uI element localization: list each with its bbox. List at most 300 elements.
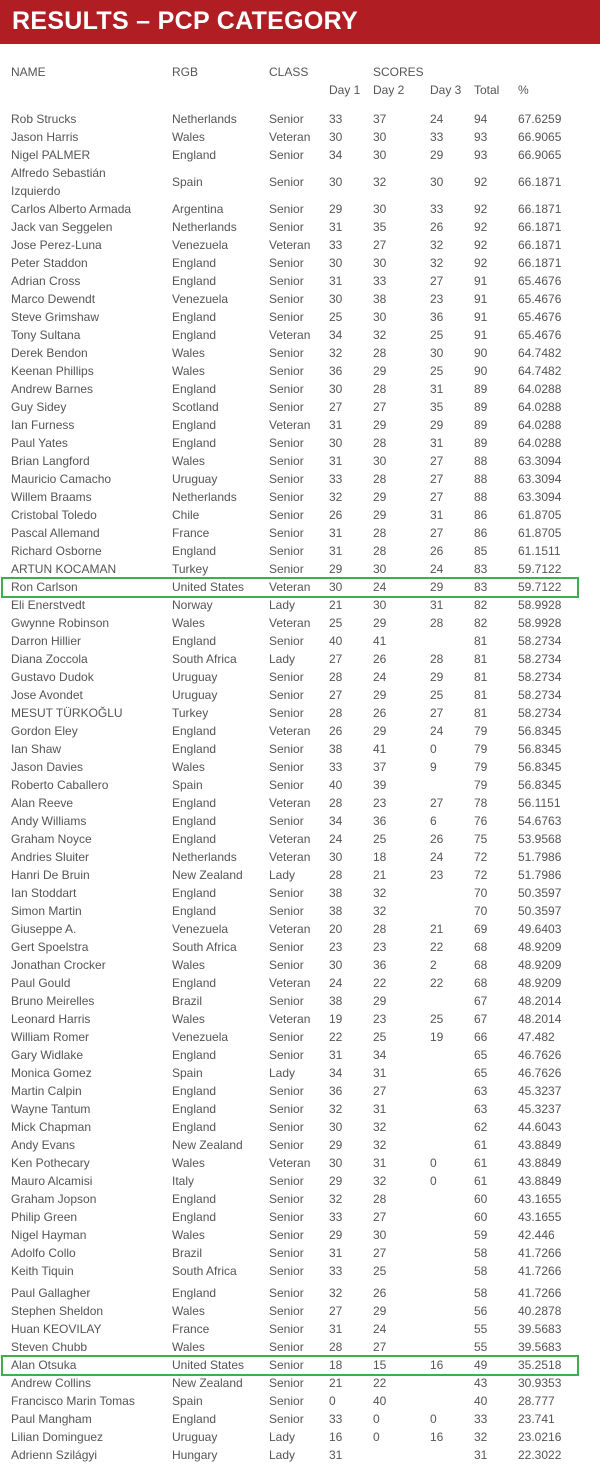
day1-cell: 32: [329, 346, 343, 360]
class-cell: Veteran: [269, 1012, 311, 1026]
rgb-cell: England: [172, 1192, 217, 1206]
class-cell: Veteran: [269, 1156, 311, 1170]
rgb-cell: Turkey: [172, 562, 209, 576]
rgb-cell: England: [172, 1286, 217, 1300]
pct-cell: 43.8849: [518, 1156, 562, 1170]
class-cell: Senior: [269, 148, 304, 162]
day3-cell: 31: [430, 382, 444, 396]
total-cell: 92: [474, 238, 488, 252]
pct-cell: 23.0216: [518, 1430, 562, 1444]
day2-cell: 37: [373, 112, 387, 126]
name-cell: Gustavo Dudok: [11, 670, 94, 684]
day2-cell: 0: [373, 1430, 380, 1444]
table-row: [0, 148, 600, 166]
total-cell: 81: [474, 652, 488, 666]
class-cell: Veteran: [269, 418, 311, 432]
name-cell: Gert Spoelstra: [11, 940, 89, 954]
class-cell: Senior: [269, 472, 304, 486]
table-row: [0, 364, 600, 382]
day1-cell: 30: [329, 130, 343, 144]
column-header-name: NAME: [11, 65, 46, 79]
rgb-cell: New Zealand: [172, 868, 243, 882]
table-row: [0, 1210, 600, 1228]
day3-cell: 29: [430, 148, 444, 162]
day1-cell: 31: [329, 1322, 343, 1336]
name-cell: Monica Gomez: [11, 1066, 92, 1080]
day3-cell: 0: [430, 742, 437, 756]
day1-cell: 33: [329, 760, 343, 774]
day1-cell: 38: [329, 886, 343, 900]
day2-cell: 29: [373, 490, 387, 504]
pct-cell: 65.4676: [518, 274, 562, 288]
rgb-cell: England: [172, 148, 217, 162]
day2-cell: 26: [373, 652, 387, 666]
total-cell: 91: [474, 274, 488, 288]
class-cell: Senior: [269, 292, 304, 306]
class-cell: Senior: [269, 1394, 304, 1408]
table-row: [0, 796, 600, 814]
table-row: [0, 868, 600, 886]
name-cell: Pascal Allemand: [11, 526, 100, 540]
day1-cell: 33: [329, 1210, 343, 1224]
total-cell: 89: [474, 436, 488, 450]
name-cell: Keith Tiquin: [11, 1264, 74, 1278]
total-cell: 67: [474, 1012, 488, 1026]
class-cell: Veteran: [269, 616, 311, 630]
day1-cell: 27: [329, 400, 343, 414]
name-cell: Guy Sidey: [11, 400, 67, 414]
rgb-cell: England: [172, 724, 217, 738]
class-cell: Veteran: [269, 796, 311, 810]
table-row: [0, 670, 600, 688]
day2-cell: 33: [373, 274, 387, 288]
class-cell: Senior: [269, 706, 304, 720]
pct-cell: 50.3597: [518, 886, 562, 900]
name-cell: Jason Harris: [11, 130, 79, 144]
day1-cell: 31: [329, 418, 343, 432]
class-cell: Senior: [269, 508, 304, 522]
class-cell: Senior: [269, 310, 304, 324]
class-cell: Senior: [269, 1286, 304, 1300]
rgb-cell: England: [172, 1120, 217, 1134]
day2-cell: 31: [373, 1156, 387, 1170]
rgb-cell: England: [172, 814, 217, 828]
total-cell: 91: [474, 328, 488, 342]
pct-cell: 51.7986: [518, 850, 562, 864]
day3-cell: 9: [430, 760, 437, 774]
day2-cell: 0: [373, 1412, 380, 1426]
pct-cell: 59.7122: [518, 580, 562, 594]
day2-cell: 28: [373, 526, 387, 540]
table-row: [0, 1030, 600, 1048]
class-cell: Senior: [269, 220, 304, 234]
table-row: [0, 508, 600, 526]
day1-cell: 18: [329, 1358, 343, 1372]
day1-cell: 25: [329, 616, 343, 630]
rgb-cell: England: [172, 1084, 217, 1098]
day2-cell: 30: [373, 130, 387, 144]
class-cell: Senior: [269, 1264, 304, 1278]
day1-cell: 33: [329, 1264, 343, 1278]
pct-cell: 65.4676: [518, 328, 562, 342]
class-cell: Senior: [269, 1412, 304, 1426]
day3-cell: 30: [430, 175, 444, 189]
total-cell: 94: [474, 112, 488, 126]
table-row: [0, 1304, 600, 1322]
name-cell: Willem Braams: [11, 490, 92, 504]
name-cell: Jonathan Crocker: [11, 958, 106, 972]
day1-cell: 0: [329, 1394, 336, 1408]
class-cell: Senior: [269, 490, 304, 504]
total-cell: 81: [474, 706, 488, 720]
class-cell: Lady: [269, 652, 296, 666]
name-cell: Derek Bendon: [11, 346, 88, 360]
rgb-cell: Wales: [172, 1012, 205, 1026]
day2-cell: 28: [373, 382, 387, 396]
day3-cell: 27: [430, 472, 444, 486]
pct-cell: 64.0288: [518, 400, 562, 414]
day3-cell: 24: [430, 112, 444, 126]
class-cell: Senior: [269, 1120, 304, 1134]
day2-cell: 28: [373, 436, 387, 450]
class-cell: Senior: [269, 778, 304, 792]
class-cell: Senior: [269, 1084, 304, 1098]
class-cell: Senior: [269, 454, 304, 468]
day1-cell: 21: [329, 598, 343, 612]
class-cell: Senior: [269, 688, 304, 702]
rgb-cell: England: [172, 310, 217, 324]
name-cell: Jack van Seggelen: [11, 220, 113, 234]
day2-cell: 28: [373, 922, 387, 936]
day2-cell: 40: [373, 1394, 387, 1408]
pct-cell: 63.3094: [518, 472, 562, 486]
rgb-cell: Uruguay: [172, 670, 218, 684]
name-cell: Gwynne Robinson: [11, 616, 110, 630]
rgb-cell: England: [172, 976, 217, 990]
class-cell: Senior: [269, 1376, 304, 1390]
pct-cell: 56.8345: [518, 724, 562, 738]
name-cell: Leonard Harris: [11, 1012, 91, 1026]
day3-cell: 24: [430, 850, 444, 864]
table-row: [0, 904, 600, 922]
class-cell: Senior: [269, 562, 304, 576]
day1-cell: 32: [329, 1192, 343, 1206]
rgb-cell: Uruguay: [172, 1430, 218, 1444]
day3-cell: 26: [430, 544, 444, 558]
pct-cell: 61.8705: [518, 526, 562, 540]
day2-cell: 24: [373, 580, 387, 594]
table-row: [0, 418, 600, 436]
total-cell: 69: [474, 922, 488, 936]
rgb-cell: England: [172, 1102, 217, 1116]
highlight-box: [1, 577, 579, 598]
name-cell: Paul Gallagher: [11, 1286, 91, 1300]
total-cell: 79: [474, 724, 488, 738]
day2-cell: 28: [373, 544, 387, 558]
pct-cell: 66.1871: [518, 220, 562, 234]
total-cell: 60: [474, 1210, 488, 1224]
day3-cell: 33: [430, 130, 444, 144]
class-cell: Senior: [269, 994, 304, 1008]
name-cell: Mauro Alcamisi: [11, 1174, 93, 1188]
table-row: [0, 1228, 600, 1246]
total-cell: 92: [474, 220, 488, 234]
class-cell: Veteran: [269, 130, 311, 144]
pct-cell: 58.2734: [518, 688, 562, 702]
day3-cell: 29: [430, 670, 444, 684]
pct-cell: 64.0288: [518, 436, 562, 450]
table-row: [0, 706, 600, 724]
name-cell: Simon Martin: [11, 904, 82, 918]
class-cell: Senior: [269, 958, 304, 972]
name-cell: Eli Enerstvedt: [11, 598, 86, 612]
day1-cell: 30: [329, 958, 343, 972]
day2-cell: 29: [373, 616, 387, 630]
pct-cell: 64.0288: [518, 418, 562, 432]
name-cell: Peter Staddon: [11, 256, 88, 270]
day1-cell: 30: [329, 850, 343, 864]
table-row: [0, 544, 600, 562]
table-row: [0, 688, 600, 706]
pct-cell: 35.2518: [518, 1358, 562, 1372]
class-cell: Veteran: [269, 976, 311, 990]
day1-cell: 29: [329, 202, 343, 216]
rgb-cell: Wales: [172, 958, 205, 972]
day3-cell: 32: [430, 256, 444, 270]
day1-cell: 30: [329, 292, 343, 306]
day2-cell: 32: [373, 1120, 387, 1134]
table-row: [0, 1376, 600, 1394]
rgb-cell: South Africa: [172, 940, 237, 954]
name-cell: Ron Carlson: [11, 580, 78, 594]
name-cell: Jose Perez-Luna: [11, 238, 102, 252]
day1-cell: 19: [329, 1012, 343, 1026]
day1-cell: 16: [329, 1430, 343, 1444]
total-cell: 55: [474, 1340, 488, 1354]
day2-cell: 23: [373, 796, 387, 810]
rgb-cell: Italy: [172, 1174, 195, 1188]
table-row: [0, 1066, 600, 1084]
pct-cell: 63.3094: [518, 454, 562, 468]
title-banner: [0, 0, 600, 44]
day1-cell: 31: [329, 526, 343, 540]
day1-cell: 23: [329, 940, 343, 954]
class-cell: Senior: [269, 1304, 304, 1318]
pct-cell: 66.1871: [518, 202, 562, 216]
day2-cell: 37: [373, 760, 387, 774]
pct-cell: 61.8705: [518, 508, 562, 522]
total-cell: 90: [474, 346, 488, 360]
day2-cell: 32: [373, 1174, 387, 1188]
rgb-cell: England: [172, 382, 217, 396]
total-cell: 49: [474, 1358, 488, 1372]
rgb-cell: England: [172, 904, 217, 918]
day1-cell: 33: [329, 238, 343, 252]
pct-cell: 48.2014: [518, 1012, 562, 1026]
day3-cell: 25: [430, 328, 444, 342]
table-row: [0, 1322, 600, 1340]
total-cell: 83: [474, 580, 488, 594]
rgb-cell: Netherlands: [172, 220, 237, 234]
total-cell: 61: [474, 1156, 488, 1170]
day3-cell: 0: [430, 1174, 437, 1188]
day1-cell: 29: [329, 562, 343, 576]
pct-cell: 66.1871: [518, 175, 562, 189]
class-cell: Senior: [269, 400, 304, 414]
rgb-cell: Wales: [172, 1340, 205, 1354]
name-cell: Alfredo Sebastián: [11, 166, 106, 180]
day3-cell: 24: [430, 562, 444, 576]
day2-cell: 22: [373, 1376, 387, 1390]
day2-cell: 22: [373, 976, 387, 990]
day2-cell: 15: [373, 1358, 387, 1372]
rgb-cell: England: [172, 544, 217, 558]
day2-cell: 29: [373, 1304, 387, 1318]
pct-cell: 56.8345: [518, 760, 562, 774]
total-cell: 89: [474, 418, 488, 432]
total-cell: 60: [474, 1192, 488, 1206]
day1-cell: 30: [329, 382, 343, 396]
total-cell: 61: [474, 1174, 488, 1188]
table-row: [0, 1430, 600, 1448]
day2-cell: 26: [373, 1286, 387, 1300]
name-cell: Graham Noyce: [11, 832, 92, 846]
day2-cell: 24: [373, 1322, 387, 1336]
day1-cell: 26: [329, 724, 343, 738]
name-cell: Keenan Phillips: [11, 364, 94, 378]
table-row: [0, 220, 600, 238]
rgb-cell: Wales: [172, 454, 205, 468]
name-cell: Ian Shaw: [11, 742, 62, 756]
class-cell: Senior: [269, 256, 304, 270]
day1-cell: 34: [329, 814, 343, 828]
day3-cell: 28: [430, 652, 444, 666]
day1-cell: 30: [329, 580, 343, 594]
total-cell: 63: [474, 1084, 488, 1098]
table-row: [0, 724, 600, 742]
name-cell: Stephen Sheldon: [11, 1304, 104, 1318]
pct-cell: 56.8345: [518, 742, 562, 756]
day1-cell: 34: [329, 1066, 343, 1080]
day2-cell: 41: [373, 634, 387, 648]
table-row: [0, 112, 600, 130]
class-cell: Veteran: [269, 850, 311, 864]
table-row: [0, 742, 600, 760]
total-cell: 82: [474, 598, 488, 612]
table-row: [0, 1286, 600, 1304]
name-cell: Ian Furness: [11, 418, 75, 432]
pct-cell: 65.4676: [518, 292, 562, 306]
total-cell: 58: [474, 1264, 488, 1278]
total-cell: 93: [474, 148, 488, 162]
class-cell: Senior: [269, 1174, 304, 1188]
pct-cell: 30.9353: [518, 1376, 562, 1390]
rgb-cell: Spain: [172, 1066, 203, 1080]
pct-cell: 41.7266: [518, 1286, 562, 1300]
day2-cell: 38: [373, 292, 387, 306]
table-row: [0, 634, 600, 652]
day1-cell: 31: [329, 220, 343, 234]
total-cell: 72: [474, 850, 488, 864]
pct-cell: 64.0288: [518, 382, 562, 396]
table-row: [0, 1412, 600, 1430]
name-cell: Andrew Collins: [11, 1376, 92, 1390]
pct-cell: 66.1871: [518, 238, 562, 252]
class-cell: Senior: [269, 175, 304, 189]
name-cell: Alan Reeve: [11, 796, 74, 810]
day3-cell: 22: [430, 940, 444, 954]
day1-cell: 31: [329, 1048, 343, 1062]
day2-cell: 34: [373, 1048, 387, 1062]
table-row: [0, 400, 600, 418]
day3-cell: 24: [430, 724, 444, 738]
day2-cell: 29: [373, 364, 387, 378]
table-row: [0, 454, 600, 472]
day1-cell: 32: [329, 490, 343, 504]
day2-cell: 30: [373, 454, 387, 468]
pct-cell: 43.8849: [518, 1138, 562, 1152]
day3-cell: 2: [430, 958, 437, 972]
total-cell: 55: [474, 1322, 488, 1336]
day1-cell: 28: [329, 706, 343, 720]
highlight-box: [1, 1355, 579, 1376]
name-cell: MESUT TÜRKOĞLU: [11, 706, 123, 720]
rgb-cell: Netherlands: [172, 112, 237, 126]
rgb-cell: England: [172, 418, 217, 432]
rgb-cell: England: [172, 886, 217, 900]
rgb-cell: Spain: [172, 778, 203, 792]
rgb-cell: Spain: [172, 1394, 203, 1408]
total-cell: 56: [474, 1304, 488, 1318]
total-cell: 63: [474, 1102, 488, 1116]
pct-cell: 65.4676: [518, 310, 562, 324]
table-row: [0, 1120, 600, 1138]
day2-cell: 30: [373, 598, 387, 612]
day3-cell: 27: [430, 454, 444, 468]
day2-cell: 30: [373, 310, 387, 324]
day1-cell: 27: [329, 688, 343, 702]
pct-cell: 39.5683: [518, 1340, 562, 1354]
total-cell: 79: [474, 760, 488, 774]
name-cell: Francisco Marin Tomas: [11, 1394, 135, 1408]
pct-cell: 43.8849: [518, 1174, 562, 1188]
total-cell: 92: [474, 256, 488, 270]
rgb-cell: England: [172, 832, 217, 846]
class-cell: Senior: [269, 1340, 304, 1354]
class-cell: Senior: [269, 274, 304, 288]
column-header-day3: Day 3: [430, 83, 462, 97]
class-cell: Lady: [269, 598, 296, 612]
name-cell: Andy Evans: [11, 1138, 76, 1152]
day1-cell: 30: [329, 256, 343, 270]
day1-cell: 33: [329, 472, 343, 486]
pct-cell: 66.9065: [518, 130, 562, 144]
day2-cell: 27: [373, 1210, 387, 1224]
total-cell: 81: [474, 670, 488, 684]
column-header-pct: %: [518, 83, 529, 97]
table-row: [0, 886, 600, 904]
day2-cell: 30: [373, 256, 387, 270]
day3-cell: 31: [430, 436, 444, 450]
day1-cell: 26: [329, 508, 343, 522]
day1-cell: 38: [329, 994, 343, 1008]
day2-cell: 28: [373, 1192, 387, 1206]
day3-cell: 31: [430, 598, 444, 612]
class-cell: Senior: [269, 364, 304, 378]
class-cell: Senior: [269, 346, 304, 360]
day2-cell: 36: [373, 814, 387, 828]
day1-cell: 34: [329, 328, 343, 342]
